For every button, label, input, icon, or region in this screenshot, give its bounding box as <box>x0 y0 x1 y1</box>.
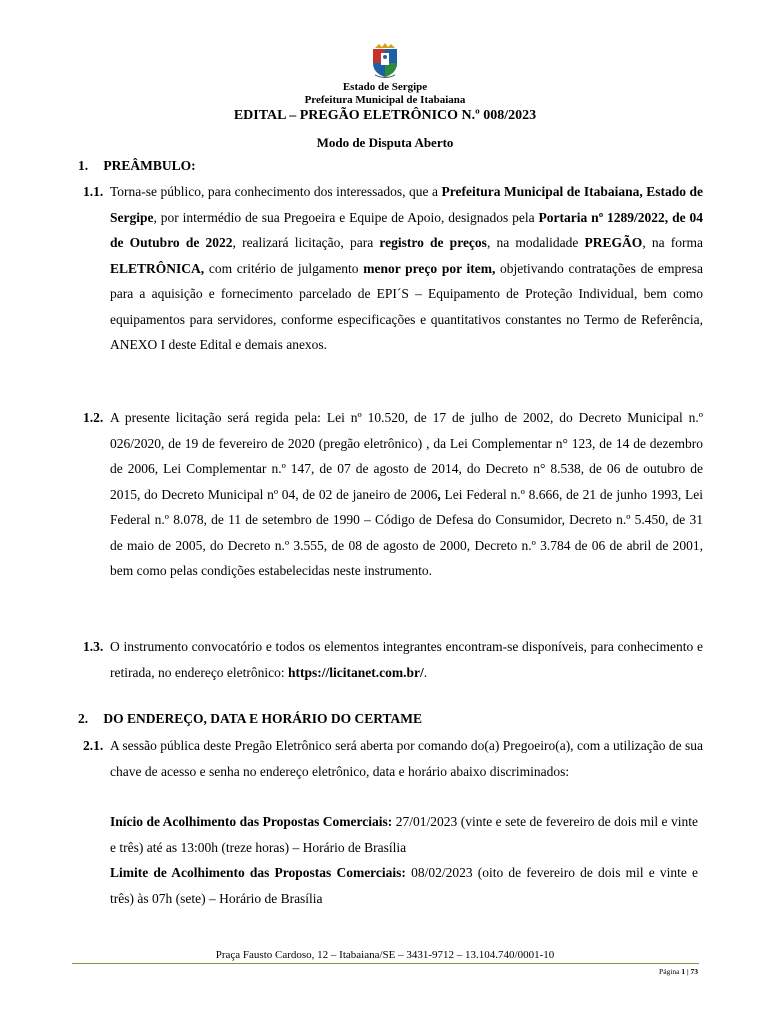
header-state: Estado de Sergipe <box>342 81 428 93</box>
paragraph-1-2 <box>83 405 703 615</box>
proposal-start-label: Início de Acolhimento das Propostas Comerciais: <box>110 814 393 829</box>
text: , por intermédio de sua Pregoeira e Equipe de Apoio, designados pela <box>153 209 539 225</box>
page-number <box>659 967 698 976</box>
text: A presente licitação será regida pela: Lei nº 10.520, de 17 de julho de 2002, do Decreto Municipal n.º 026/2020, de 19 de fevereiro de 2020 (pregão eletrônico) , da Lei Complementar n° 123, de 14 de dezembro de 2006, Lei Complementar n.º 147, de 07 de agosto de 2014, do Decreto n° 8.538, de 06 de outubro de 2015, do Decreto Municipal nº 04, de 02 de janeiro de 2006 <box>110 410 703 502</box>
page-label: Página <box>659 967 682 976</box>
footer-divider <box>72 963 699 964</box>
text: , na forma <box>642 235 703 250</box>
proposal-limit <box>110 860 698 911</box>
section-number: 1. <box>78 158 89 173</box>
bold-text: registro de preços <box>379 235 487 250</box>
text: objetivando contratações de empresa para a aquisição e fornecimento parcelado de EPI´S – Equipamento de Proteção Individual, bem como equipamentos para servidores, conforme especificações e quantitativos constantes no Termo de Referência, ANEXO I deste Edital e demais anexos. <box>110 260 703 352</box>
proposal-limit-value: 08/02/2023 (oito de fevereiro de dois mil e vinte e três) às 07h (sete) – Horário de Brasília <box>110 865 699 906</box>
proposal-limit-label: Limite de Acolhimento das Propostas Comerciais: <box>110 865 406 880</box>
proposal-start <box>110 809 698 860</box>
text: O instrumento convocatório e todos os elementos integrantes encontram-se disponíveis, para conhecimento e retirada, no endereço eletrônico: <box>110 639 703 680</box>
paragraph-2-1 <box>83 733 703 811</box>
paragraph-number: 1.1. <box>83 184 104 199</box>
bold-text: ELETRÔNICA, <box>110 260 205 276</box>
text: . <box>423 664 428 680</box>
edital-title: EDITAL – PREGÃO ELETRÔNICO N.º 008/2023 <box>233 108 537 123</box>
licitanet-link[interactable]: https://licitanet.com.br/ <box>288 664 424 680</box>
paragraph-1-1 <box>83 179 703 389</box>
text: Lei Federal n.º 8.666, de 21 de junho 1993, Lei Federal n.º 8.078, de 11 de setembro de 1990 – Código de Defesa do Consumidor, Decreto n.º 5.450, de 31 de maio de 2005, do Decreto n.º 3.555, de 08 de agosto de 2000, Decreto n.º 3.784 de 06 de abril de 2001, bem como pelas condições estabelecidas neste instrumento. <box>110 486 703 578</box>
paragraph-1-3 <box>83 634 703 689</box>
municipal-coat-of-arms-icon <box>369 43 401 78</box>
dispute-mode: Modo de Disputa Aberto <box>316 135 454 150</box>
header-prefecture: Prefeitura Municipal de Itabaiana <box>304 94 466 106</box>
section-title: PREÂMBULO: <box>103 158 196 173</box>
section-1-heading <box>78 158 196 174</box>
paragraph-number: 1.3. <box>83 639 104 654</box>
page-separator: | <box>685 967 691 976</box>
bold-text: menor preço por item, <box>363 260 496 276</box>
bold-text: , <box>437 486 441 502</box>
text: , na modalidade <box>486 235 585 250</box>
page-current: 1 <box>681 967 686 976</box>
text: , realizará licitação, para <box>232 235 380 250</box>
section-2-heading <box>78 711 422 727</box>
page-total: 73 <box>690 967 698 976</box>
bold-text: PREGÃO <box>584 235 643 250</box>
text: A sessão pública deste Pregão Eletrônico será aberta por comando do(a) Pregoeiro(a), com a utilização de sua chave de acesso e senha no endereço eletrônico, data e horário abaixo discriminados: <box>110 738 703 779</box>
bold-text: Portaria nº 1289/2022, de 04 de Outubro de 2022 <box>110 209 703 250</box>
section-title: DO ENDEREÇO, DATA E HORÁRIO DO CERTAME <box>103 711 423 726</box>
footer-address: Praça Fausto Cardoso, 12 – Itabaiana/SE – 3431-9712 – 13.104.740/0001-10 <box>215 949 555 961</box>
paragraph-number: 1.2. <box>83 410 104 425</box>
text: com critério de julgamento <box>204 260 364 276</box>
bold-text: Prefeitura Municipal de Itabaiana, Estado de Sergipe <box>110 184 703 225</box>
text: Torna-se público, para conhecimento dos interessados, que a <box>110 184 442 199</box>
paragraph-number: 2.1. <box>83 738 104 753</box>
proposal-start-value: 27/01/2023 (vinte e sete de fevereiro de dois mil e vinte e três) até as 13:00h (treze horas) – Horário de Brasília <box>110 814 698 855</box>
section-number: 2. <box>78 711 89 726</box>
